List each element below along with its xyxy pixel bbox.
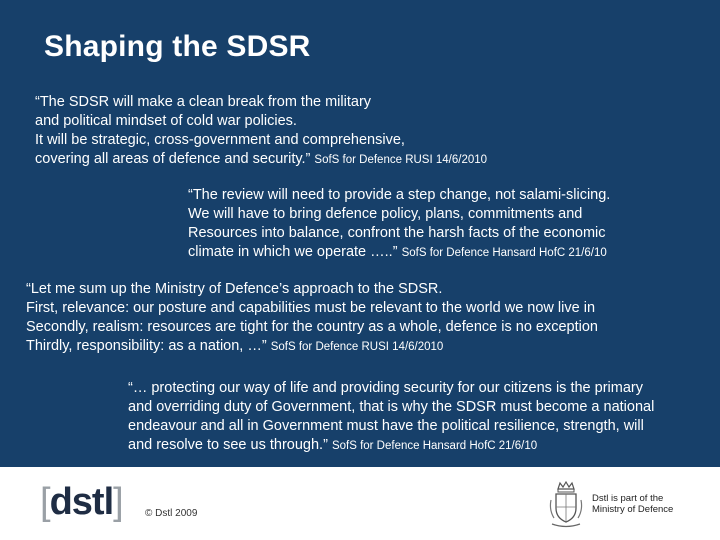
dstl-logo	[40, 482, 123, 522]
quote-3-text: “Let me sum up the Ministry of Defence’s approach to the SDSR. First, relevance: our posture and capabilities must be relevant to the world we now live in Secondly, realism: resources are tight for the country as a whole, defence is no exception Thirdly, responsibility: as a nation, …”	[26, 281, 598, 354]
logo-open-bracket: [	[40, 481, 50, 523]
royal-crest-icon	[547, 480, 585, 530]
quote-3-source: SofS for Defence RUSI 14/6/2010	[270, 341, 444, 353]
slide-footer	[0, 467, 720, 540]
slide-title: Shaping the SDSR	[44, 30, 311, 63]
copyright-text: © Dstl 2009	[145, 508, 198, 519]
quote-4	[128, 379, 654, 456]
logo-close-bracket: ]	[113, 481, 123, 523]
quote-2-source: SofS for Defence Hansard HofC 21/6/10	[401, 247, 607, 259]
quote-1-source: SofS for Defence RUSI 14/6/2010	[314, 154, 488, 166]
quote-2-text: “The review will need to provide a step change, not salami-slicing. We will have to bring defence policy, plans, commitments and Resources into balance, confront the harsh facts of the economic climate in which we operate …..”	[188, 187, 611, 260]
quote-1	[35, 93, 487, 170]
quote-2	[188, 186, 610, 263]
quote-4-source: SofS for Defence Hansard HofC 21/6/10	[331, 440, 538, 452]
logo-word: dstl	[49, 481, 114, 523]
quote-1-text: “The SDSR will make a clean break from the military and political mindset of cold war policies. It will be strategic, cross-government and comprehensive, covering all areas of defence and security.”	[35, 94, 405, 167]
quote-4-text: “… protecting our way of life and providing security for our citizens is the primary and overriding duty of Government, that is why the SDSR must become a national endeavour and all in Government must have the political resilience, strength, will and resolve to see us through.”	[128, 380, 655, 453]
mod-text: Dstl is part of the Ministry of Defence	[592, 493, 674, 515]
quote-3	[26, 280, 598, 357]
